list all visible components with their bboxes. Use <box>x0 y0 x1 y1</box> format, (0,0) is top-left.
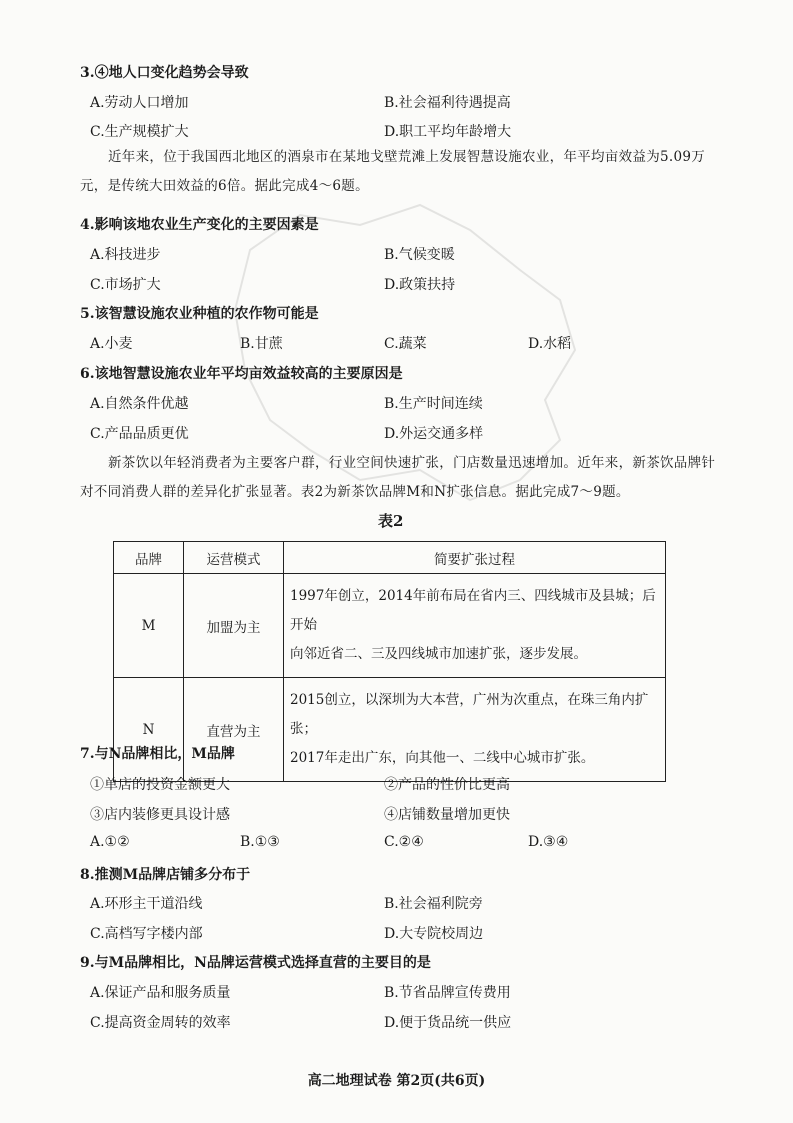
question-7-stem: 7.与N品牌相比，M品牌 <box>80 746 235 762</box>
mode-cell: 直营为主 <box>184 678 284 782</box>
process-line: 2017年走出广东，向其他一、二线中心城市扩张。 <box>290 750 595 766</box>
q3-option-b: B.社会福利待遇提高 <box>384 95 511 111</box>
question-5-stem: 5.该智慧设施农业种植的农作物可能是 <box>80 306 319 322</box>
passage-2-line-1: 新茶饮以年轻消费者为主要客户群，行业空间快速扩张，门店数量迅速增加。近年来，新茶饮品牌针 <box>108 455 716 471</box>
q8-option-c: C.高档写字楼内部 <box>90 926 203 942</box>
q9-option-c: C.提高资金周转的效率 <box>90 1015 231 1031</box>
q7-option-d: D.③④ <box>528 834 569 850</box>
q7-statement-3: ③店内装修更具设计感 <box>90 807 230 823</box>
q9-option-d: D.便于货品统一供应 <box>384 1015 512 1031</box>
brand-cell: N <box>114 678 184 782</box>
process-line: 向邻近省二、三及四线城市加速扩张，逐步发展。 <box>290 646 587 662</box>
q5-option-b: B.甘蔗 <box>240 336 283 352</box>
q6-option-c: C.产品品质更优 <box>90 426 189 442</box>
table-header-row <box>114 542 666 574</box>
q6-option-d: D.外运交通多样 <box>384 426 484 442</box>
q8-option-b: B.社会福利院旁 <box>384 896 483 912</box>
q3-option-d: D.职工平均年龄增大 <box>384 124 512 140</box>
question-9-stem: 9.与M品牌相比，N品牌运营模式选择直营的主要目的是 <box>80 955 431 971</box>
process-line: 1997年创立，2014年前布局在省内三、四线城市及县城；后开始 <box>290 588 656 633</box>
header-expansion-process: 简要扩张过程 <box>284 542 666 574</box>
brand-cell: M <box>114 574 184 678</box>
q3-option-c: C.生产规模扩大 <box>90 124 189 140</box>
question-4-stem: 4.影响该地农业生产变化的主要因素是 <box>80 217 319 233</box>
q9-option-b: B.节省品牌宣传费用 <box>384 985 511 1001</box>
table-row <box>114 574 666 678</box>
question-3-stem: 3.④地人口变化趋势会导致 <box>80 65 249 81</box>
page-footer: 高二地理试卷 第2页(共6页) <box>307 1073 486 1089</box>
q3-option-a: A.劳动人口增加 <box>90 95 189 111</box>
q7-statement-4: ④店铺数量增加更快 <box>384 807 510 823</box>
header-operation-mode: 运营模式 <box>184 542 284 574</box>
q4-option-d: D.政策扶持 <box>384 277 456 293</box>
process-line: 2015创立，以深圳为大本营，广州为次重点，在珠三角内扩张； <box>290 692 649 737</box>
header-brand: 品牌 <box>114 542 184 574</box>
table-caption: 表2 <box>378 512 404 530</box>
q7-option-b: B.①③ <box>240 834 280 850</box>
question-8-stem: 8.推测M品牌店铺多分布于 <box>80 867 251 883</box>
passage-2-line-2: 对不同消费人群的差异化扩张显著。表2为新茶饮品牌M和N扩张信息。据此完成7～9题。 <box>80 484 630 500</box>
table-row <box>114 678 666 782</box>
q4-option-c: C.市场扩大 <box>90 277 161 293</box>
question-6-stem: 6.该地智慧设施农业年平均亩效益较高的主要原因是 <box>80 366 403 382</box>
q9-option-a: A.保证产品和服务质量 <box>90 985 231 1001</box>
q4-option-b: B.气候变暖 <box>384 247 455 263</box>
q7-statement-1: ①单店的投资金额更大 <box>90 777 230 793</box>
q7-statement-2: ②产品的性价比更高 <box>384 777 510 793</box>
passage-1-line-2: 元，是传统大田效益的6倍。据此完成4～6题。 <box>80 178 369 194</box>
q8-option-a: A.环形主干道沿线 <box>90 896 203 912</box>
process-cell <box>284 574 666 678</box>
q6-option-a: A.自然条件优越 <box>90 396 189 412</box>
q7-option-a: A.①② <box>90 834 130 850</box>
q6-option-b: B.生产时间连续 <box>384 396 483 412</box>
q8-option-d: D.大专院校周边 <box>384 926 484 942</box>
q7-option-c: C.②④ <box>384 834 424 850</box>
passage-1-line-1: 近年来，位于我国西北地区的酒泉市在某地戈壁荒滩上发展智慧设施农业，年平均亩效益为5.09万 <box>108 149 706 165</box>
q5-option-d: D.水稻 <box>528 336 572 352</box>
process-cell <box>284 678 666 782</box>
q4-option-a: A.科技进步 <box>90 247 161 263</box>
q5-option-a: A.小麦 <box>90 336 133 352</box>
mode-cell: 加盟为主 <box>184 574 284 678</box>
q5-option-c: C.蔬菜 <box>384 336 427 352</box>
